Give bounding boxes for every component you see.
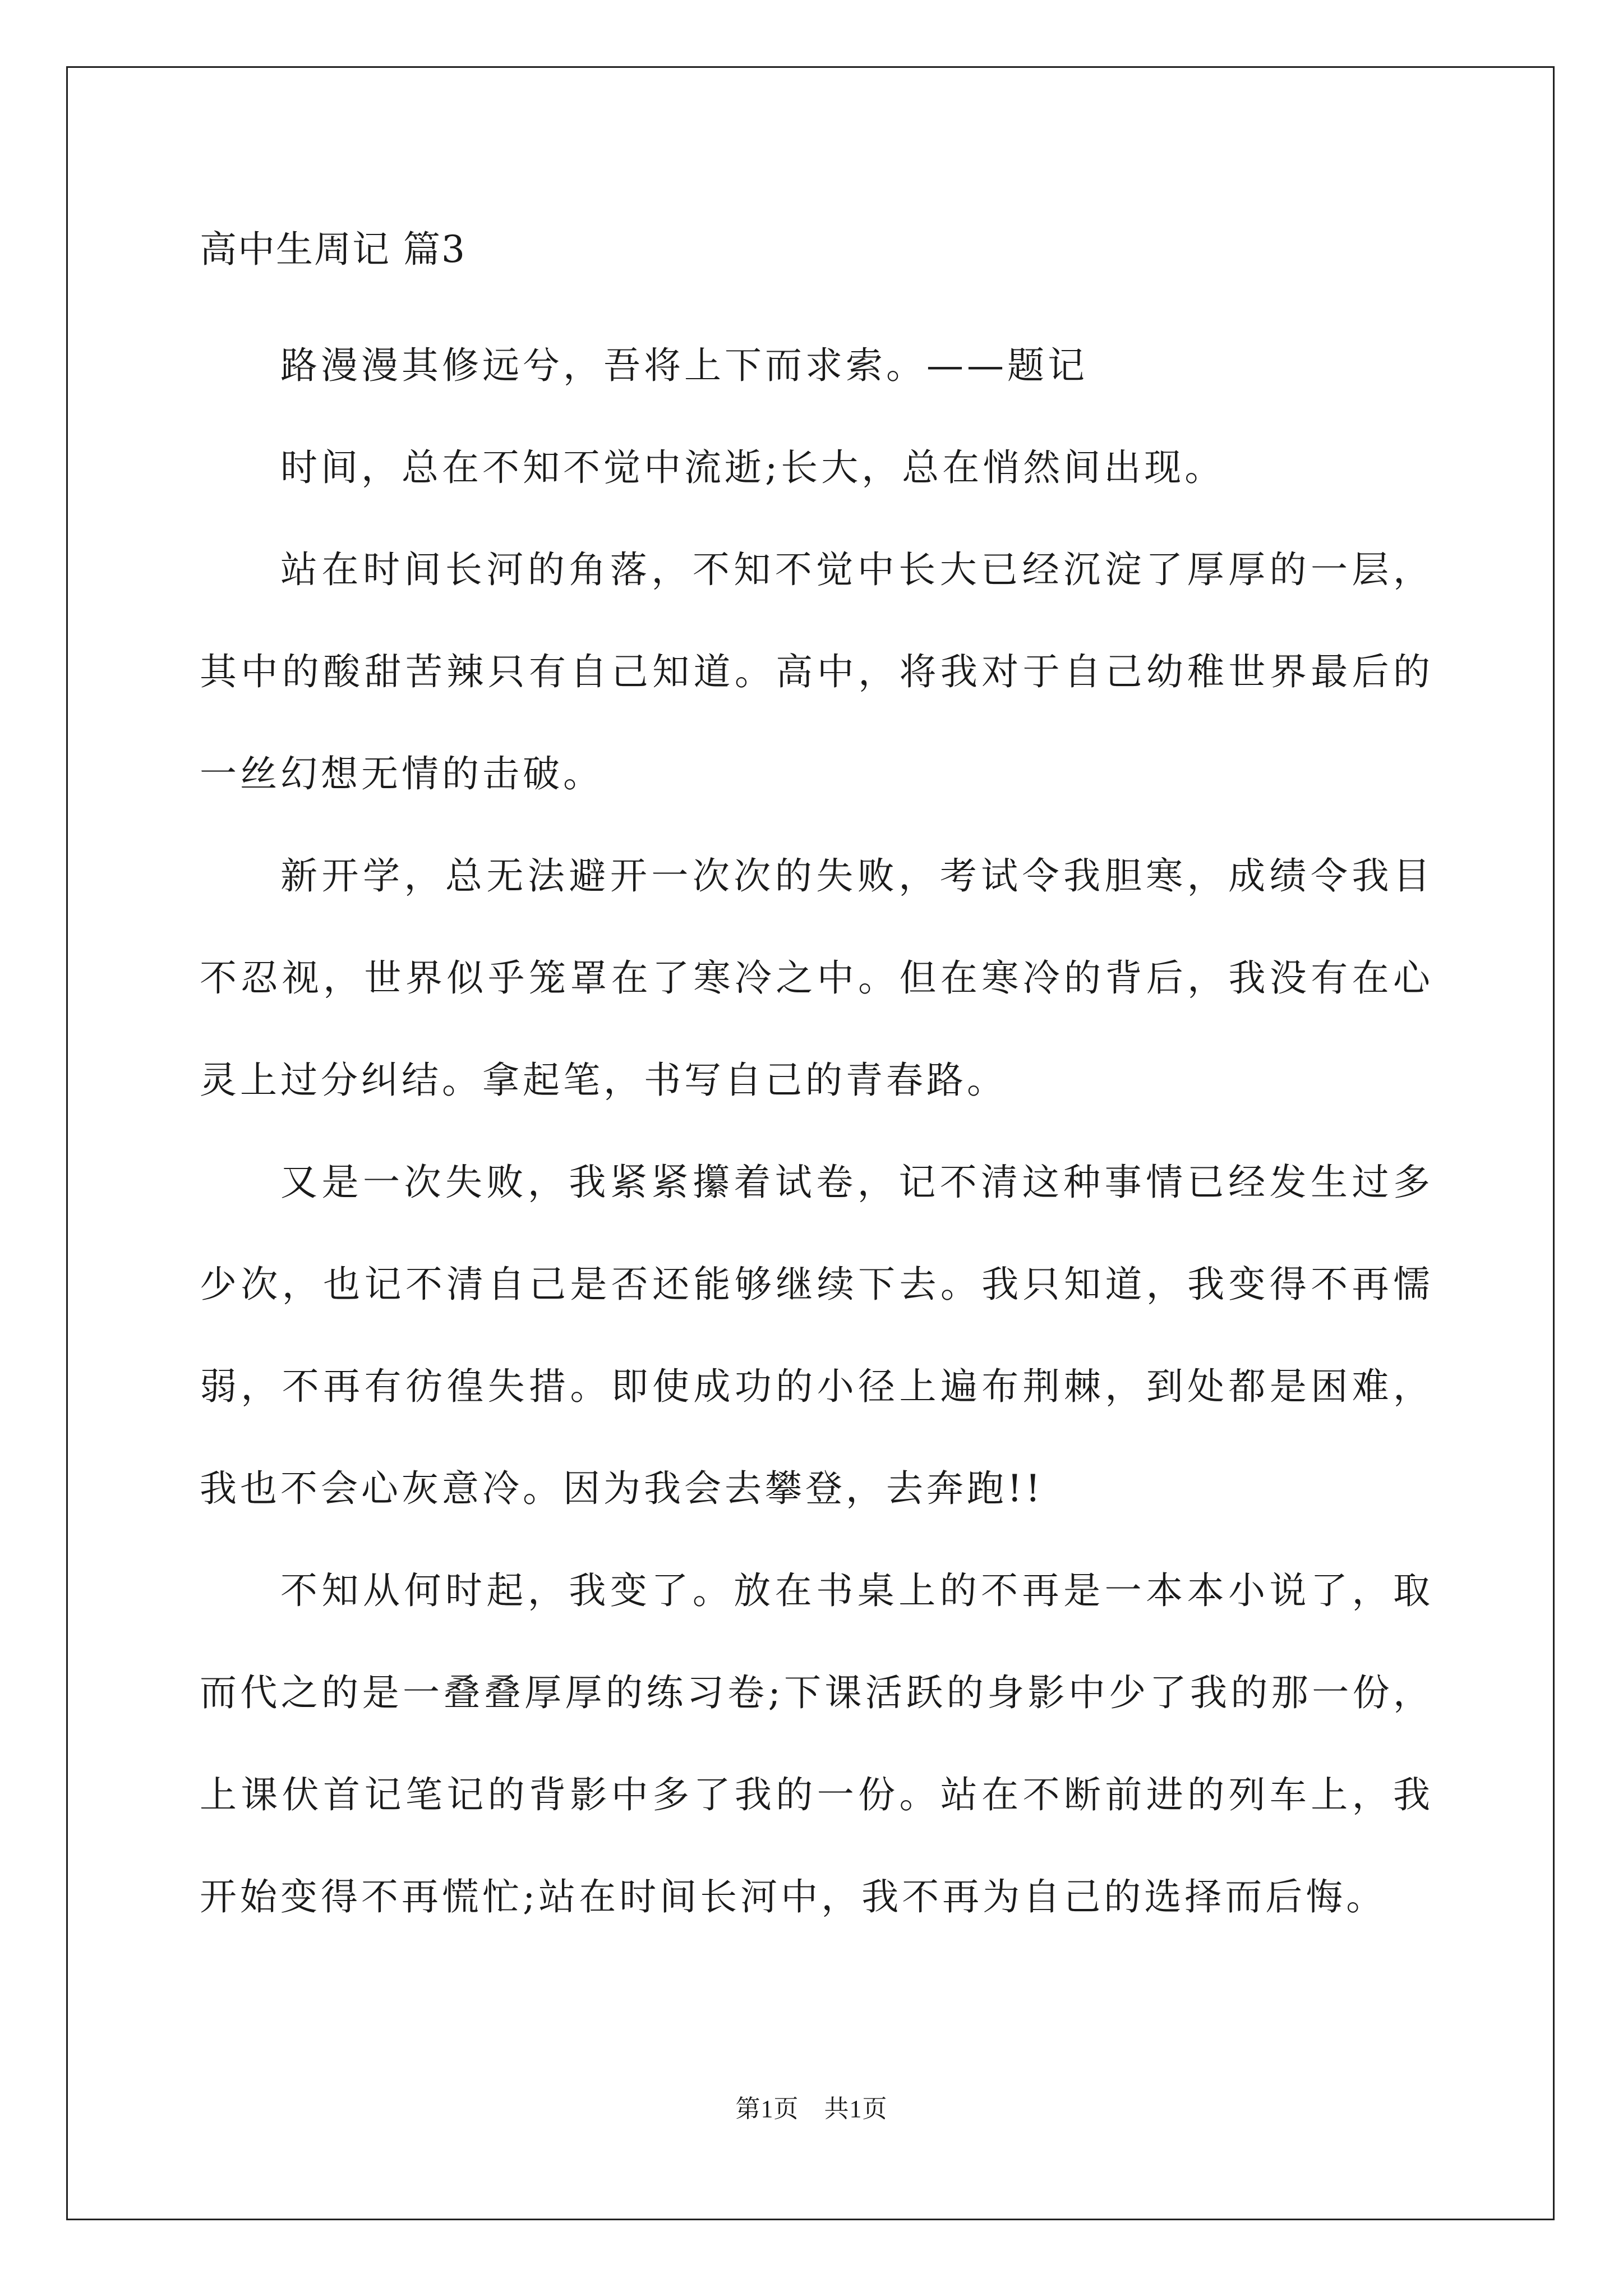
paragraph: 时间，总在不知不觉中流逝;长大，总在悄然间出现。 <box>280 446 1225 489</box>
paragraph: 新开学，总无法避开一次次的失败，考试令我胆寒，成绩令我目不忍视，世界似乎笼罩在了寒冷之中。但在寒冷的背后，我没有在心灵上过分纠结。拿起笔，书写自己的青春路。 <box>200 854 1433 1102</box>
paragraph: 站在时间长河的角落，不知不觉中长大已经沉淀了厚厚的一层，其中的酸甜苦辣只有自己知道。高中，将我对于自己幼稚世界最后的一丝幻想无情的击破。 <box>200 548 1433 795</box>
document-title: 高中生周记 篇3 <box>200 228 466 271</box>
document-body <box>200 222 1433 1948</box>
paragraph-epigraph: 路漫漫其修远兮，吾将上下而求索。——题记 <box>280 344 1088 387</box>
paragraph: 不知从何时起，我变了。放在书桌上的不再是一本本小说了，取而代之的是一叠叠厚厚的练习卷;下课活跃的身影中少了我的那一份，上课伏首记笔记的背影中多了我的一份。站在不断前进的列车上，我开始变得不再慌忙;站在时间长河中，我不再为自己的选择而后悔。 <box>200 1569 1433 1918</box>
page-footer: 第1页 共1页 <box>735 2095 888 2123</box>
paragraph: 又是一次失败，我紧紧攥着试卷，记不清这种事情已经发生过多少次，也记不清自己是否还能够继续下去。我只知道，我变得不再懦弱，不再有彷徨失措。即使成功的小径上遍布荆棘，到处都是困难，我也不会心灰意冷。因为我会去攀登，去奔跑!! <box>200 1161 1433 1510</box>
